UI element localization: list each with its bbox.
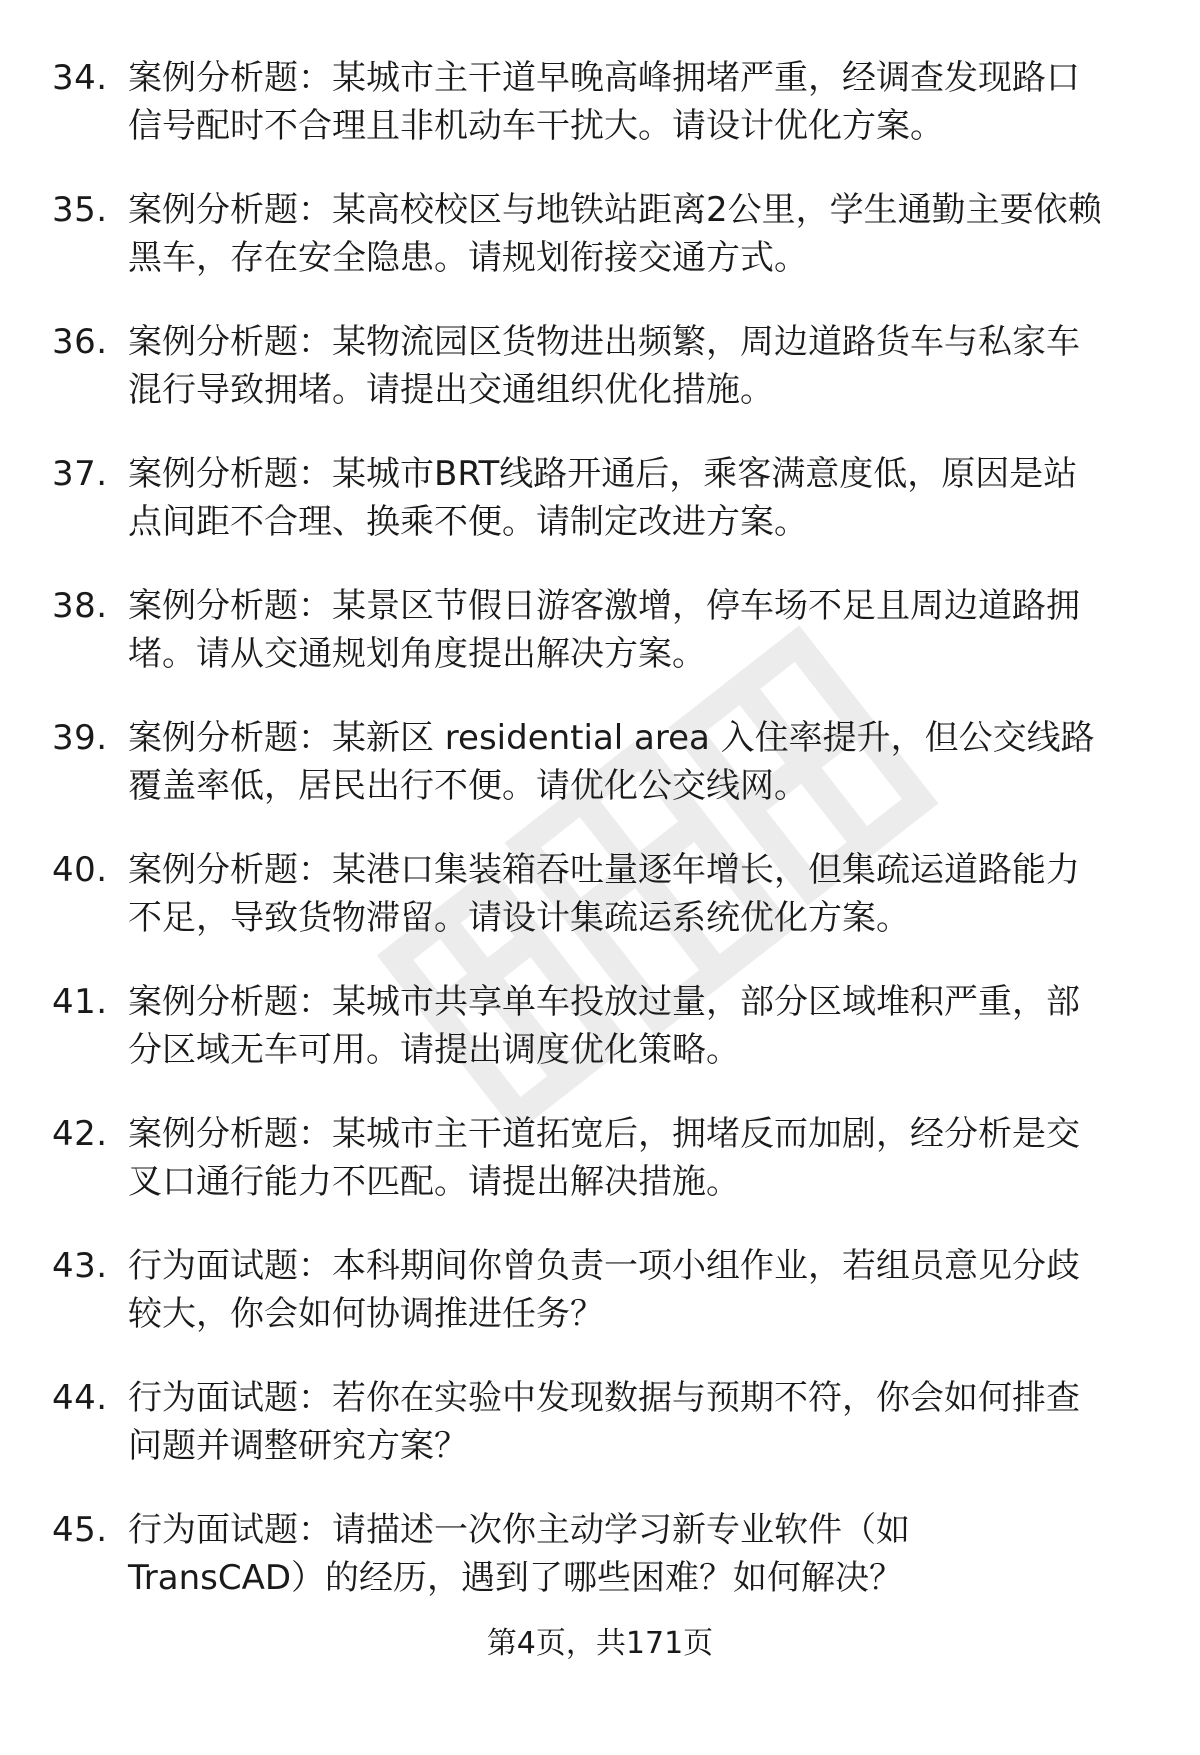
question-line: 较大，你会如何协调推进任务？ <box>128 1294 604 1334</box>
list-item <box>52 318 1152 450</box>
question-text <box>128 978 1148 1074</box>
question-line: 案例分析题：某城市共享单车投放过量，部分区域堆积严重，部 <box>128 982 1080 1022</box>
question-line: 堵。请从交通规划角度提出解决方案。 <box>128 634 706 674</box>
question-text <box>128 1242 1148 1338</box>
question-number: 45. <box>52 1510 108 1550</box>
question-line: TransCAD）的经历，遇到了哪些困难？如何解决？ <box>128 1558 904 1598</box>
question-line: 案例分析题：某物流园区货物进出频繁，周边道路货车与私家车 <box>128 322 1080 362</box>
list-item <box>52 1374 1152 1506</box>
list-item <box>52 846 1152 978</box>
question-line: 案例分析题：某城市主干道早晚高峰拥堵严重，经调查发现路口 <box>128 58 1080 98</box>
question-line: 行为面试题：本科期间你曾负责一项小组作业，若组员意见分歧 <box>128 1246 1080 1286</box>
question-text <box>128 1110 1148 1206</box>
question-text <box>128 714 1148 810</box>
list-item <box>52 978 1152 1110</box>
question-text <box>128 54 1148 150</box>
question-number: 36. <box>52 322 108 362</box>
question-text <box>128 846 1148 942</box>
list-item <box>52 450 1152 582</box>
list-item <box>52 582 1152 714</box>
question-line: 行为面试题：请描述一次你主动学习新专业软件（如 <box>128 1510 910 1550</box>
question-number: 43. <box>52 1246 108 1286</box>
question-line: 分区域无车可用。请提出调度优化策略。 <box>128 1030 740 1070</box>
list-item <box>52 1506 1152 1638</box>
question-number: 41. <box>52 982 108 1022</box>
question-list <box>52 54 1152 1638</box>
question-line: 案例分析题：某景区节假日游客激增，停车场不足且周边道路拥 <box>128 586 1080 626</box>
question-number: 44. <box>52 1378 108 1418</box>
list-item <box>52 186 1152 318</box>
question-text <box>128 1506 1148 1602</box>
question-number: 38. <box>52 586 108 626</box>
question-text <box>128 186 1148 282</box>
question-text <box>128 450 1148 546</box>
question-line: 点间距不合理、换乘不便。请制定改进方案。 <box>128 502 808 542</box>
question-line: 混行导致拥堵。请提出交通组织优化措施。 <box>128 370 774 410</box>
question-line: 覆盖率低，居民出行不便。请优化公交线网。 <box>128 766 808 806</box>
list-item <box>52 714 1152 846</box>
question-number: 40. <box>52 850 108 890</box>
question-line: 叉口通行能力不匹配。请提出解决措施。 <box>128 1162 740 1202</box>
question-number: 39. <box>52 718 108 758</box>
question-text <box>128 582 1148 678</box>
list-item <box>52 1242 1152 1374</box>
question-line: 案例分析题：某新区 residential area 入住率提升，但公交线路 <box>128 718 1095 758</box>
question-line: 问题并调整研究方案？ <box>128 1426 468 1466</box>
question-text <box>128 318 1148 414</box>
question-number: 35. <box>52 190 108 230</box>
question-number: 42. <box>52 1114 108 1154</box>
question-line: 案例分析题：某城市主干道拓宽后，拥堵反而加剧，经分析是交 <box>128 1114 1080 1154</box>
question-text <box>128 1374 1148 1470</box>
question-line: 行为面试题：若你在实验中发现数据与预期不符，你会如何排查 <box>128 1378 1080 1418</box>
question-line: 案例分析题：某高校校区与地铁站距离2公里，学生通勤主要依赖 <box>128 190 1102 230</box>
question-number: 37. <box>52 454 108 494</box>
question-line: 不足，导致货物滞留。请设计集疏运系统优化方案。 <box>128 898 910 938</box>
question-line: 信号配时不合理且非机动车干扰大。请设计优化方案。 <box>128 106 944 146</box>
question-number: 34. <box>52 58 108 98</box>
list-item <box>52 54 1152 186</box>
question-line: 案例分析题：某城市BRT线路开通后，乘客满意度低，原因是站 <box>128 454 1078 494</box>
question-line: 案例分析题：某港口集装箱吞吐量逐年增长，但集疏运道路能力 <box>128 850 1080 890</box>
question-line: 黑车，存在安全隐患。请规划衔接交通方式。 <box>128 238 808 278</box>
list-item <box>52 1110 1152 1242</box>
page-footer: 第4页，共171页 <box>486 1626 714 1661</box>
